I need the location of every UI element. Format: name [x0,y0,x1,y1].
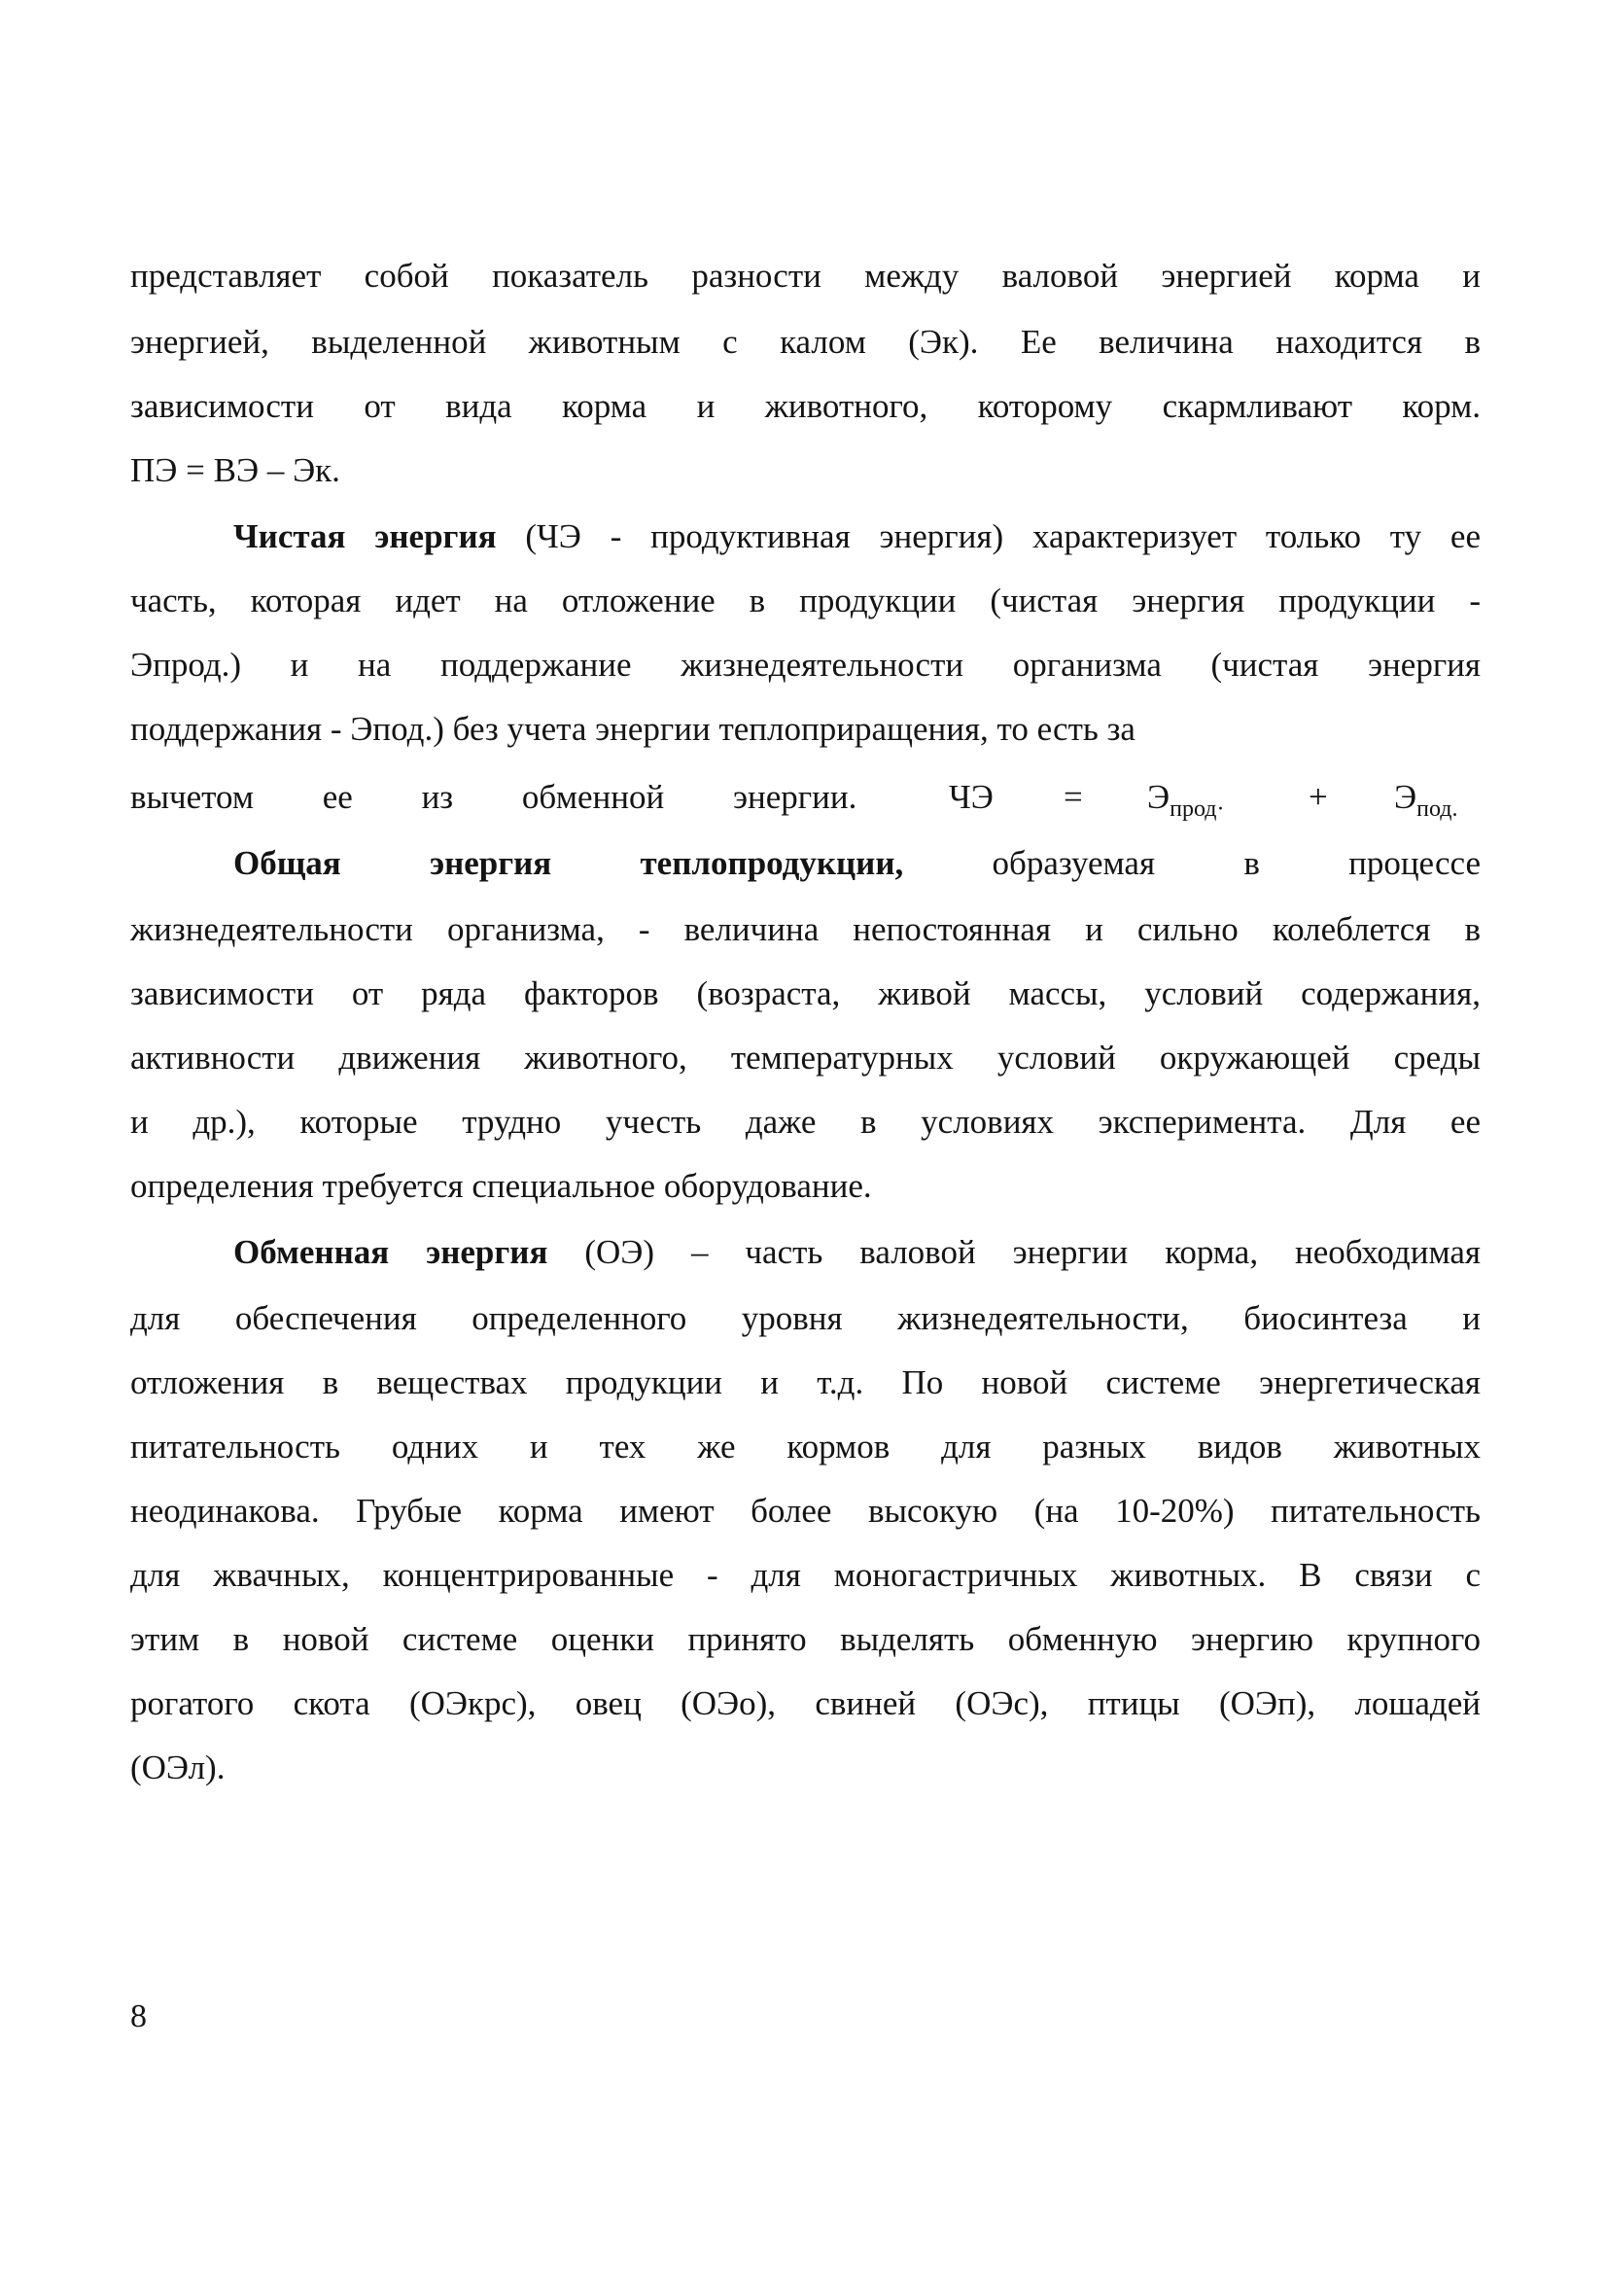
p2-line-2: часть, которая идет на отложение в продукции (чистая энергия продукции - [130,582,1481,619]
formula-e-prod: $Э_{прод\cdot}$ [1147,778,1225,822]
p3-line-6: определения требуется специальное оборудование. [130,1167,872,1205]
p3-line-1: Общая энергия теплопродукции, образуемая в процессе [233,844,1481,882]
term-metabolizable-energy: Обменная энергия [233,1233,548,1271]
p3-line-4: активности движения животного, температурных условий окружающей среды [130,1039,1481,1077]
page-number: 8 [130,1998,147,2034]
p4-line-4: питательность одних и тех же кормов для разных видов животных [130,1428,1481,1466]
p1-line-1: представляет собой показатель разности между валовой энергией корма и [130,257,1481,295]
term-net-energy: Чистая энергия [233,517,497,555]
p1-formula: ПЭ = ВЭ – Эк. [130,451,340,489]
p4-line-1: Обменная энергия (ОЭ) – часть валовой энергии корма, необходимая [233,1233,1482,1271]
p2-line-3: Эпрод.) и на поддержание жизнедеятельности организма (чистая энергия [130,646,1481,684]
p4-line-2: для обеспечения определенного уровня жизнедеятельности, биосинтеза и [130,1299,1481,1337]
term-total-heat-energy: Общая энергия теплопродукции, [233,844,904,882]
formula-e-pod: $Э_{под.}$ [1394,778,1458,822]
p4-line-8: рогатого скота (ОЭкрс), овец (ОЭо), свиней (ОЭс), птицы (ОЭп), лошадей [130,1684,1481,1722]
p3-line-2: жизнедеятельности организма, - величина непостоянная и сильно колеблется в [130,910,1481,948]
p3-line-5: и др.), которые трудно учесть даже в условиях эксперимента. Для ее [130,1103,1481,1141]
p1-line-3: зависимости от вида корма и животного, которому скармливают корм. [130,387,1481,425]
p4-line-7: этим в новой системе оценки принято выделять обменную энергию крупного [130,1620,1481,1658]
p4-line-9: (ОЭл). [130,1748,226,1786]
p2-line-1: Чистая энергия (ЧЭ - продуктивная энергия) характеризует только ту ее [233,517,1481,555]
p4-line-3: отложения в веществах продукции и т.д. По новой системе энергетическая [130,1363,1481,1401]
p2-line-4: поддержания - Эпод.) без учета энергии теплоприращения, то есть за [130,710,1135,748]
p4-line-5: неодинакова. Грубые корма имеют более высокую (на 10-20%) питательность [130,1492,1481,1530]
p1-line-2: энергией, выделенной животным с калом (Эк). Ее величина находится в [130,323,1481,361]
p2-line-5: вычетом ее из обменной энергии. ЧЭ = $Э_{прод\cdot}$ + $Э_{под.}$ [130,778,1458,822]
p3-line-3: зависимости от ряда факторов (возраста, живой массы, условий содержания, [130,974,1481,1012]
p4-line-6: для жвачных, концентрированные - для моногастричных животных. В связи с [130,1556,1481,1594]
